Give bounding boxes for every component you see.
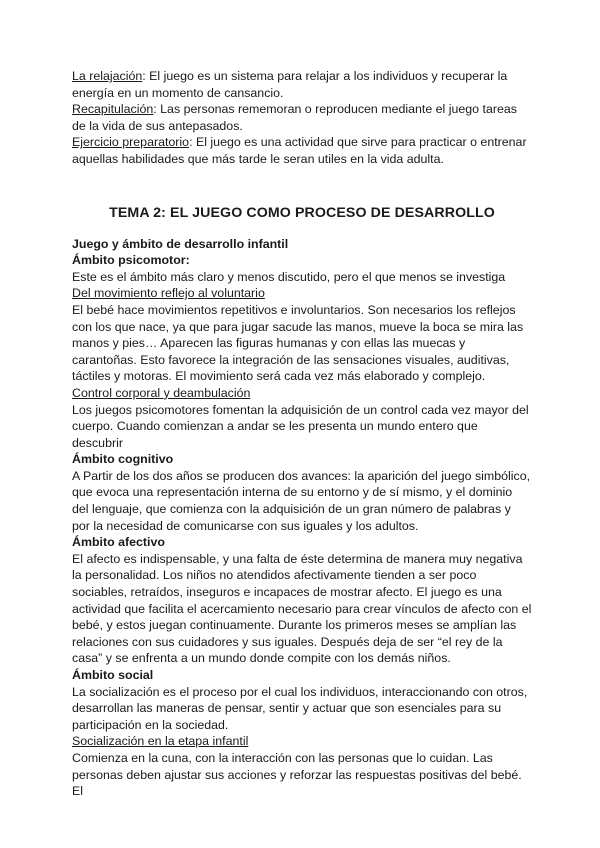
term-relajacion: La relajación	[72, 69, 143, 83]
page-title: TEMA 2: EL JUEGO COMO PROCESO DE DESARROLLO	[109, 204, 495, 221]
intro-recapitulacion	[72, 101, 532, 134]
heading-social: Ámbito social	[72, 668, 154, 682]
cognitivo-para: A Partir de los dos años se producen dos avances: la aparición del juego simbólico, que evoca una representación interna de su entorno y de sí mismo, y el dominio del lenguaje, que comienza con la adquisición de un gran número de palabras y por la necesidad de comunicarse con sus iguales y los adultos.	[72, 468, 531, 533]
subheading-control: Control corporal y deambulación	[72, 385, 251, 400]
term-recapitulacion: Recapitulación	[72, 102, 154, 117]
psicomotor-para2: Los juegos psicomotores fomentan la adquisición de un control cada vez mayor del cuerpo. Cuando comienzan a andar se les presenta un mundo entero que descubrir	[72, 402, 529, 450]
afectivo-para: El afecto es indispensable, y una falta de éste determina de manera muy negativa la personalidad. Los niños no atendidos afectivamente tienden a ser poco sociables, retraídos, inseguros e incapaces de mostrar afecto. El juego es una actividad que facilita el acercamiento necesario para crear vínculos de afecto con el bebé, y estos juegan continuamente. Durante los primeros meses se amplían las relaciones con sus cuidadores y sus iguales. Después deja de ser “el rey de la casa” y se enfrenta a un mundo donde compite con los demás niños.	[72, 551, 532, 666]
heading-afectivo: Ámbito afectivo	[72, 535, 165, 550]
section-heading: Juego y ámbito de desarrollo infantil	[72, 236, 289, 251]
text-recapitulacion: : Las personas rememoran o reproducen mediante el juego tareas de la vida de sus antepasados.	[72, 102, 517, 133]
text-ejercicio: : El juego es una actividad que sirve para practicar o entrenar aquellas habilidades que más tarde le seran utiles en la vida adulta.	[72, 135, 527, 166]
heading-cognitivo: Ámbito cognitivo	[72, 452, 174, 467]
text-relajacion: : El juego es un sistema para relajar a los individuos y recuperar la energía en un momento de cansancio.	[72, 69, 508, 100]
intro-ejercicio	[72, 134, 532, 167]
subheading-reflejo: Del movimiento reflejo al voluntario	[72, 286, 265, 301]
intro-relajacion	[72, 68, 532, 101]
heading-psicomotor: Ámbito psicomotor:	[72, 253, 190, 268]
subheading-socializacion: Socialización en la etapa infantil	[72, 734, 249, 749]
social-para: La socialización es el proceso por el cual los individuos, interaccionando con otros, desarrollan las maneras de pensar, sentir y actuar que son esenciales para su participación en la sociedad.	[72, 684, 528, 732]
psicomotor-intro: Este es el ámbito más claro y menos discutido, pero el que menos se investiga	[72, 269, 506, 284]
psicomotor-para1: El bebé hace movimientos repetitivos e involuntarios. Son necesarios los reflejos con los que nace, ya que para jugar sacude las manos, mueve la boca se mira las manos y pies… Aparecen las figuras humanas y con ellas las muecas y carantoñas. Esto favorece la integración de las sensaciones visuales, auditivas, táctiles y motoras. El movimiento será cada vez más elaborado y complejo.	[72, 302, 524, 384]
social-para2: Comienza en la cuna, con la interacción con las personas que lo cuidan. Las personas deben ajustar sus acciones y reforzar las respuestas positivas del bebé. El	[72, 750, 522, 799]
term-ejercicio: Ejercicio preparatorio	[72, 135, 190, 150]
document-page	[72, 68, 532, 800]
